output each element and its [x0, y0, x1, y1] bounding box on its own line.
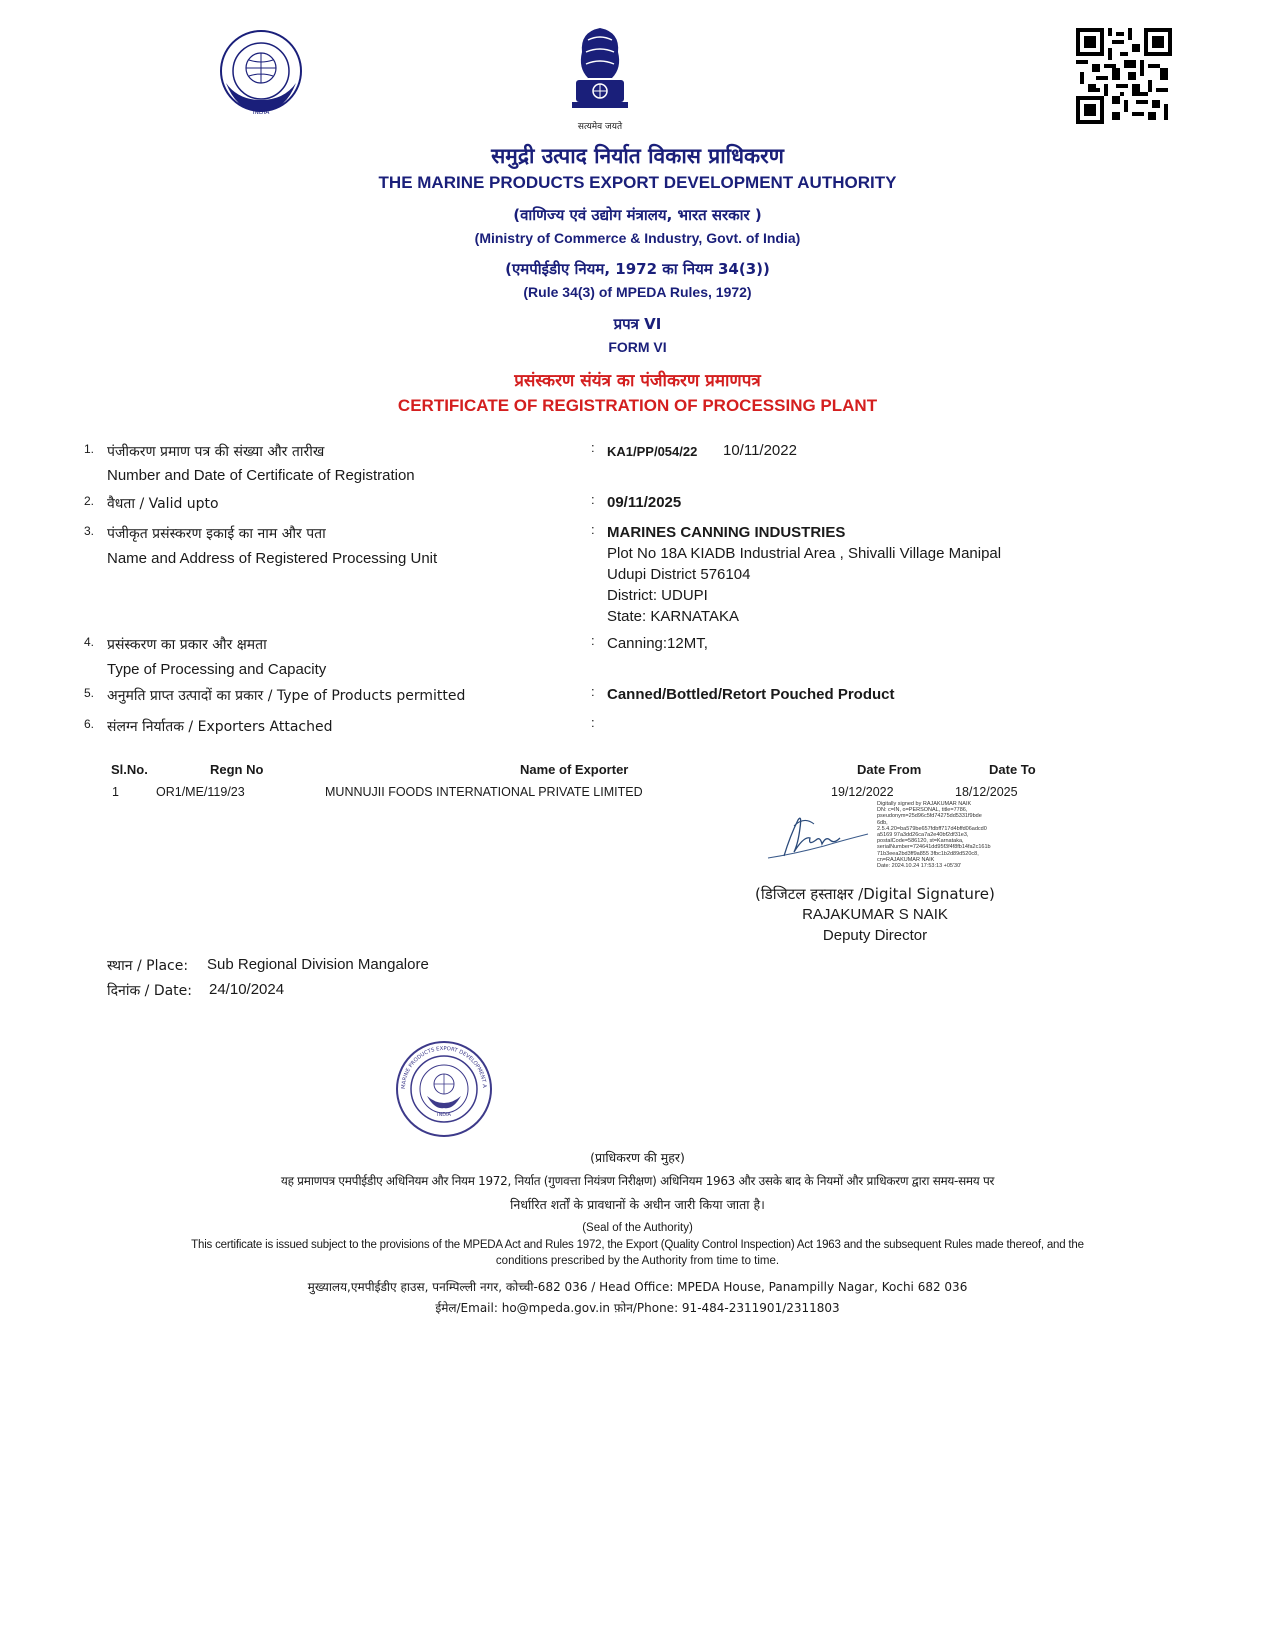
title-english: THE MARINE PRODUCTS EXPORT DEVELOPMENT AUTHORITY [378, 173, 897, 192]
logo-country-text: INDIA [252, 109, 270, 116]
field-3-number: 3. [84, 524, 95, 538]
field-3-label-hindi: पंजीकृत प्रसंस्करण इकाई का नाम और पता [107, 526, 326, 542]
registration-number: KA1/PP/054/22 [607, 444, 698, 459]
signatory-name: RAJAKUMAR S NAIK [802, 906, 948, 923]
seal-caption-hindi: (प्राधिकरण की मुहर) [590, 1150, 685, 1165]
digital-signature-line: postalCode=586120, st=Karnataka, [877, 838, 964, 845]
place-label: स्थान / Place: [107, 958, 189, 974]
field-1-colon: : [591, 440, 595, 455]
field-4-number: 4. [84, 635, 95, 649]
field-2-label: वैधता / Valid upto [107, 496, 219, 512]
digital-signature-line: serialNumber=724641dd95f3f4f8fb14fa2c161b [877, 844, 991, 851]
products-permitted-value: Canned/Bottled/Retort Pouched Product [607, 686, 895, 703]
field-4-label-hindi: प्रसंस्करण का प्रकार और क्षमता [107, 637, 267, 653]
svg-text:MARINE PRODUCTS EXPORT DEVELOP [395, 1040, 487, 1089]
field-5-colon: : [591, 684, 595, 699]
field-3-label-english: Name and Address of Registered Processing Unit [107, 550, 438, 567]
authority-seal [395, 1040, 493, 1138]
table-header-date-to: Date To [989, 762, 1036, 777]
field-1-number: 1. [84, 442, 95, 456]
field-4-label-english: Type of Processing and Capacity [107, 661, 327, 678]
digital-signature-line: Digitally signed by RAJAKUMAR NAIK [877, 801, 972, 807]
field-5-number: 5. [84, 686, 95, 700]
field-1-label-english: Number and Date of Certificate of Registration [107, 467, 415, 484]
footer-note-english-line-2: conditions prescribed by the Authority from time to time. [495, 1255, 780, 1267]
field-6-label: संलग्न निर्यातक / Exporters Attached [107, 719, 333, 735]
ministry-hindi: (वाणिज्य एवं उद्योग मंत्रालय, भारत सरकार ) [513, 206, 762, 224]
signature-scrawl [764, 806, 874, 866]
field-6-colon: : [591, 715, 595, 730]
digital-signature-line: 71b3eea2bd3ff9a855 3fbc1b2d89d520c8, [877, 850, 979, 857]
exporter-row-name: MUNNUJII FOODS INTERNATIONAL PRIVATE LIMITED [325, 785, 643, 799]
qr-code[interactable] [1076, 28, 1172, 124]
seal-ring-text: MARINE PRODUCTS EXPORT DEVELOPMENT A [400, 1045, 488, 1090]
digital-signature-line: Date: 2024.10.24 17:53:13 +05'30' [877, 863, 962, 870]
table-header-sl-no: Sl.No. [111, 762, 148, 777]
field-5-label: अनुमति प्राप्त उत्पादों का प्रकार / Type of Products permitted [107, 688, 466, 704]
head-office-address: मुख्यालय,एमपीईडीए हाउस, पनम्पिल्ली नगर, कोच्ची-682 036 / Head Office: MPEDA House, Panampilly Nagar, Kochi 682 036 [307, 1280, 968, 1294]
date-label: दिनांक / Date: [107, 983, 193, 999]
footer-note-hindi-line-2: निर्धारित शर्तों के प्रावधानों के अधीन जारी किया जाता है। [510, 1197, 765, 1212]
signatory-designation: Deputy Director [822, 927, 928, 944]
field-2-colon: : [591, 492, 595, 507]
unit-address-line-3: District: UDUPI [607, 587, 708, 604]
digital-signature-line: 2.5.4.20=ba579be657fdbff717d4bffd06adcd0 [877, 825, 987, 832]
footer-note-hindi-line-1: यह प्रमाणपत्र एमपीईडीए अधिनियम और नियम 1972, निर्यात (गुणवत्ता नियंत्रण निरीक्षण) अधिनियम 1963 और उसके बाद के नियमों और प्राधिकरण द्वारा समय-समय पर [280, 1174, 995, 1188]
field-4-colon: : [591, 633, 595, 648]
exporter-row-sl: 1 [112, 785, 119, 799]
table-header-exporter-name: Name of Exporter [520, 762, 629, 777]
unit-address-line-4: State: KARNATAKA [607, 608, 739, 625]
footer-note-english-line-1: This certificate is issued subject to the provisions of the MPEDA Act and Rules 1972, the Export (Quality Control Inspection) Act 1963 and the subsequent Rules made thereof, and the [191, 1239, 1084, 1251]
signature-caption: (डिजिटल हस्ताक्षर /Digital Signature) [755, 885, 995, 903]
field-6-number: 6. [84, 717, 95, 731]
digital-signature-line: cn=RAJAKUMAR NAIK [877, 856, 935, 863]
ministry-english: (Ministry of Commerce & Industry, Govt. of India) [474, 230, 801, 246]
exporter-row-date-from: 19/12/2022 [831, 785, 894, 799]
field-2-number: 2. [84, 494, 95, 508]
unit-address-line-2: Udupi District 576104 [607, 566, 751, 583]
seal-caption-english: (Seal of the Authority) [582, 1222, 693, 1234]
mpeda-logo [218, 28, 304, 118]
title-hindi: समुद्री उत्पाद निर्यात विकास प्राधिकरण [491, 144, 784, 168]
digital-signature-line: pseudonym=25d96c5fd74275dd5331f9bde [877, 813, 982, 820]
contact-details: ईमेल/Email: ho@mpeda.gov.in फ़ोन/Phone: 91-484-2311901/2311803 [435, 1301, 840, 1315]
exporter-row-date-to: 18/12/2025 [955, 785, 1018, 799]
unit-name: MARINES CANNING INDUSTRIES [607, 524, 846, 541]
table-header-regn-no: Regn No [210, 762, 264, 777]
place-value: Sub Regional Division Mangalore [207, 956, 429, 973]
digital-signature-line: 6db, [877, 819, 888, 826]
registration-date: 10/11/2022 [723, 442, 797, 459]
digital-signature-line: a5169 97a3dd26ca7a2e40bf2df31e3, [877, 832, 969, 839]
seal-country-text: INDIA [437, 1112, 451, 1118]
processing-capacity-value: Canning:12MT, [607, 635, 708, 652]
valid-upto-value: 09/11/2025 [607, 494, 682, 511]
form-hindi: प्रपत्र VI [613, 315, 662, 333]
form-english: FORM VI [608, 339, 667, 355]
exporter-row-regn: OR1/ME/119/23 [156, 785, 245, 799]
certificate-title-hindi: प्रसंस्करण संयंत्र का पंजीकरण प्रमाणपत्र [514, 371, 761, 391]
digital-signature-line: DN: c=IN, o=PERSONAL, title=7786, [877, 807, 968, 814]
emblem-motto: सत्यमेव जयते [577, 122, 623, 132]
table-header-date-from: Date From [857, 762, 922, 777]
rule-english: (Rule 34(3) of MPEDA Rules, 1972) [523, 284, 752, 300]
field-1-label-hindi: पंजीकरण प्रमाण पत्र की संख्या और तारीख [107, 444, 325, 460]
unit-address-line-1: Plot No 18A KIADB Industrial Area , Shivalli Village Manipal [607, 545, 1002, 562]
date-value: 24/10/2024 [209, 981, 285, 998]
certificate-title-english: CERTIFICATE OF REGISTRATION OF PROCESSING PLANT [397, 396, 878, 415]
digital-signature-details [877, 801, 1027, 869]
national-emblem [560, 22, 640, 132]
rule-hindi: (एमपीईडीए नियम, 1972 का नियम 34(3)) [505, 260, 770, 278]
field-3-colon: : [591, 522, 595, 537]
